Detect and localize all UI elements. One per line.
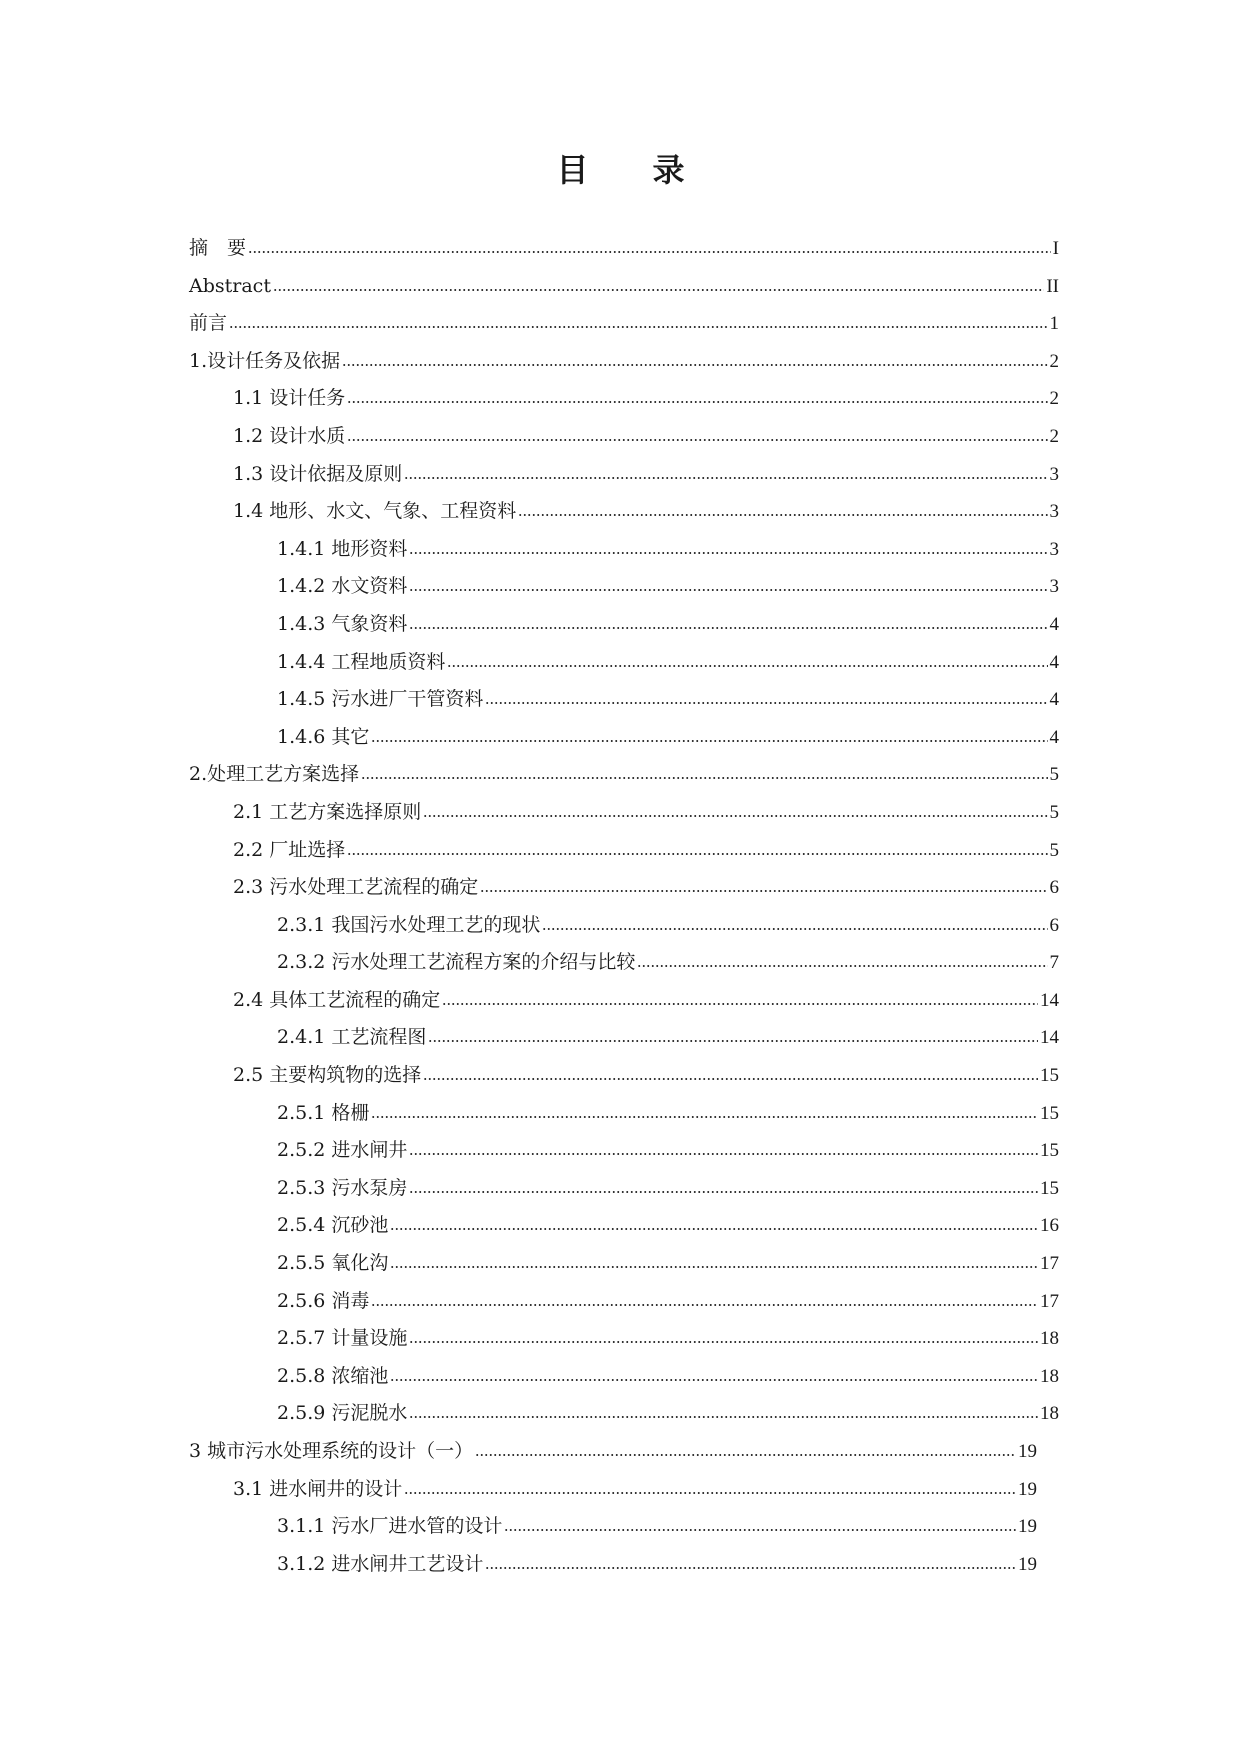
dot-leader — [229, 310, 1047, 329]
toc-entry-label: 1.设计任务及依据 — [189, 349, 341, 372]
toc-entry[interactable] — [189, 1019, 1059, 1057]
toc-entry-page-number: 7 — [1049, 952, 1059, 974]
toc-entry-page-number: 19 — [1018, 1478, 1037, 1500]
toc-entry-label: 1.2 设计水质 — [233, 424, 346, 447]
dot-leader — [347, 837, 1047, 856]
toc-entry-page-number: 3 — [1049, 463, 1059, 485]
toc-entry[interactable] — [189, 1471, 1037, 1509]
toc-entry-page-number: II — [1046, 275, 1059, 297]
toc-entry-page-number: 18 — [1040, 1328, 1059, 1350]
toc-entry-label: 2.1 工艺方案选择原则 — [233, 800, 422, 823]
dot-leader — [480, 874, 1047, 893]
toc-entry-label: 2.4 具体工艺流程的确定 — [233, 988, 441, 1011]
dot-leader — [273, 273, 1044, 292]
toc-entry-label: 2.5.9 污泥脱水 — [277, 1402, 408, 1425]
toc-entry-label: 2.5.6 消毒 — [277, 1289, 370, 1312]
toc-entry[interactable] — [189, 1546, 1037, 1584]
toc-entry[interactable] — [189, 1433, 1037, 1471]
dot-leader — [347, 423, 1047, 442]
toc-entry-label: 2.4.1 工艺流程图 — [277, 1026, 427, 1049]
toc-entry-page-number: 2 — [1049, 350, 1059, 372]
toc-entry-page-number: 14 — [1040, 989, 1059, 1011]
toc-entry-label: 1.4.5 污水进厂干管资料 — [277, 688, 484, 711]
dot-leader — [542, 912, 1047, 931]
toc-entry[interactable] — [189, 1358, 1059, 1396]
toc-entry[interactable] — [189, 681, 1059, 719]
toc-entry-label: 前言 — [189, 312, 228, 335]
toc-entry-page-number: 3 — [1049, 501, 1059, 523]
dot-leader — [361, 761, 1047, 780]
toc-entry-page-number: 18 — [1040, 1403, 1059, 1425]
toc-entry-page-number: 4 — [1049, 726, 1059, 748]
toc-entry-label: 3.1.2 进水闸井工艺设计 — [277, 1552, 484, 1575]
toc-entry-label: 摘 要 — [189, 237, 247, 259]
toc-entry-page-number: 6 — [1049, 914, 1059, 936]
dot-leader — [404, 1476, 1016, 1495]
toc-entry[interactable] — [189, 1320, 1059, 1358]
dot-leader — [485, 686, 1047, 705]
toc-entry[interactable] — [189, 832, 1059, 870]
toc-entry-label: 3 城市污水处理系统的设计（一） — [189, 1440, 474, 1462]
toc-entry[interactable] — [189, 418, 1059, 456]
toc-entry-page-number: I — [1052, 238, 1059, 259]
toc-entry[interactable] — [189, 268, 1059, 306]
dot-leader — [442, 987, 1038, 1006]
dot-leader — [248, 235, 1051, 254]
toc-entry-page-number: 3 — [1049, 576, 1059, 598]
toc-entry-label: 2.5.4 沉砂池 — [277, 1214, 389, 1237]
dot-leader — [504, 1513, 1016, 1532]
toc-entry[interactable] — [189, 907, 1059, 945]
toc-entry-label: 2.5.8 浓缩池 — [277, 1364, 389, 1387]
toc-entry-label: 1.4 地形、水文、气象、工程资料 — [233, 500, 517, 523]
dot-leader — [428, 1024, 1038, 1043]
toc-entry-label: 2.5.3 污水泵房 — [277, 1176, 408, 1199]
toc-entry-label: 2.处理工艺方案选择 — [189, 763, 360, 786]
dot-leader — [342, 348, 1047, 367]
toc-entry-page-number: 14 — [1040, 1027, 1059, 1049]
toc-entry-page-number: 15 — [1040, 1140, 1059, 1162]
dot-leader — [390, 1250, 1038, 1269]
toc-entry[interactable] — [189, 1170, 1059, 1208]
dot-leader — [371, 1100, 1038, 1119]
toc-entry[interactable] — [189, 944, 1059, 982]
toc-entry-label: 1.3 设计依据及原则 — [233, 462, 403, 485]
toc-entry-label: 1.4.3 气象资料 — [277, 612, 408, 635]
toc-entry[interactable] — [189, 531, 1059, 569]
dot-leader — [423, 1062, 1038, 1081]
toc-entry[interactable] — [189, 869, 1059, 907]
toc-entry[interactable] — [189, 456, 1059, 494]
toc-entry-label: 1.1 设计任务 — [233, 387, 346, 410]
toc-entry-label: 2.3.1 我国污水处理工艺的现状 — [277, 913, 541, 936]
dot-leader — [390, 1363, 1038, 1382]
toc-entry-label: 2.3.2 污水处理工艺流程方案的介绍与比较 — [277, 951, 636, 974]
toc-entry-page-number: 2 — [1049, 388, 1059, 410]
dot-leader — [409, 1400, 1038, 1419]
toc-entry[interactable] — [189, 1132, 1059, 1170]
toc-entry[interactable] — [189, 1395, 1059, 1433]
toc-entry[interactable] — [189, 1057, 1059, 1095]
dot-leader — [409, 1325, 1038, 1344]
toc-entry[interactable] — [189, 1508, 1037, 1546]
dot-leader — [475, 1438, 1016, 1457]
toc-entry-page-number: 6 — [1049, 877, 1059, 899]
page-title: 目 录 — [556, 151, 701, 189]
toc-entry[interactable] — [189, 719, 1059, 757]
toc-entry-label: 2.5.7 计量设施 — [277, 1327, 408, 1350]
toc-entry-page-number: 15 — [1040, 1065, 1059, 1087]
toc-entry-page-number: 4 — [1049, 651, 1059, 673]
toc-entry-page-number: 4 — [1049, 689, 1059, 711]
toc-entry[interactable] — [189, 493, 1059, 531]
toc-entry-label: 2.5 主要构筑物的选择 — [233, 1064, 422, 1087]
toc-entry-page-number: 16 — [1040, 1215, 1059, 1237]
dot-leader — [518, 498, 1047, 517]
toc-entry[interactable] — [189, 1245, 1059, 1283]
toc-entry-page-number: 2 — [1049, 425, 1059, 447]
toc-entry[interactable] — [189, 380, 1059, 418]
toc-entry-page-number: 18 — [1040, 1365, 1059, 1387]
toc-entry-page-number: 15 — [1040, 1177, 1059, 1199]
toc-entry-label: 3.1 进水闸井的设计 — [233, 1477, 403, 1500]
toc-entry[interactable] — [189, 1283, 1059, 1321]
dot-leader — [409, 611, 1047, 630]
toc-entry-label: 2.3 污水处理工艺流程的确定 — [233, 876, 479, 899]
toc-entry[interactable] — [189, 305, 1059, 343]
toc-entry-label: 2.5.5 氧化沟 — [277, 1252, 389, 1275]
toc-entry-label: 1.4.4 工程地质资料 — [277, 650, 446, 673]
toc-entry-label: 2.2 厂址选择 — [233, 838, 346, 861]
dot-leader — [390, 1212, 1038, 1231]
toc-entry[interactable] — [189, 982, 1059, 1020]
toc-entry[interactable] — [189, 644, 1059, 682]
dot-leader — [371, 724, 1047, 743]
toc-entry-page-number: 5 — [1049, 839, 1059, 861]
toc-entry-page-number: 19 — [1018, 1553, 1037, 1575]
toc-entry-label: 3.1.1 污水厂进水管的设计 — [277, 1515, 503, 1538]
toc-entry[interactable] — [189, 756, 1059, 794]
dot-leader — [409, 1137, 1038, 1156]
toc-entry-page-number: 4 — [1049, 613, 1059, 635]
toc-entry[interactable] — [189, 1095, 1059, 1133]
table-of-contents — [189, 230, 1059, 1583]
dot-leader — [347, 385, 1047, 404]
toc-entry-page-number: 17 — [1040, 1253, 1059, 1275]
toc-entry-page-number: 3 — [1049, 538, 1059, 560]
dot-leader — [404, 461, 1047, 480]
dot-leader — [409, 1175, 1038, 1194]
dot-leader — [371, 1288, 1038, 1307]
toc-entry[interactable] — [189, 1207, 1059, 1245]
toc-entry-label: Abstract — [189, 274, 271, 297]
dot-leader — [485, 1551, 1016, 1570]
toc-entry-page-number: 15 — [1040, 1102, 1059, 1124]
toc-entry-page-number: 19 — [1018, 1516, 1037, 1538]
toc-entry-page-number: 1 — [1049, 313, 1059, 335]
dot-leader — [447, 649, 1047, 668]
toc-entry-label: 1.4.2 水文资料 — [277, 575, 408, 598]
dot-leader — [409, 573, 1047, 592]
toc-entry[interactable] — [189, 230, 1059, 268]
dot-leader — [637, 949, 1047, 968]
toc-entry-label: 2.5.2 进水闸井 — [277, 1139, 408, 1162]
toc-entry-page-number: 19 — [1018, 1441, 1037, 1462]
toc-entry-page-number: 5 — [1049, 764, 1059, 786]
toc-entry-label: 1.4.1 地形资料 — [277, 537, 408, 560]
toc-entry[interactable] — [189, 568, 1059, 606]
toc-entry[interactable] — [189, 794, 1059, 832]
toc-entry[interactable] — [189, 606, 1059, 644]
dot-leader — [409, 536, 1047, 555]
toc-entry-label: 1.4.6 其它 — [277, 725, 370, 748]
toc-entry-page-number: 5 — [1049, 801, 1059, 823]
toc-entry-page-number: 17 — [1040, 1290, 1059, 1312]
toc-entry-label: 2.5.1 格栅 — [277, 1101, 370, 1124]
toc-entry[interactable] — [189, 343, 1059, 381]
dot-leader — [423, 799, 1047, 818]
